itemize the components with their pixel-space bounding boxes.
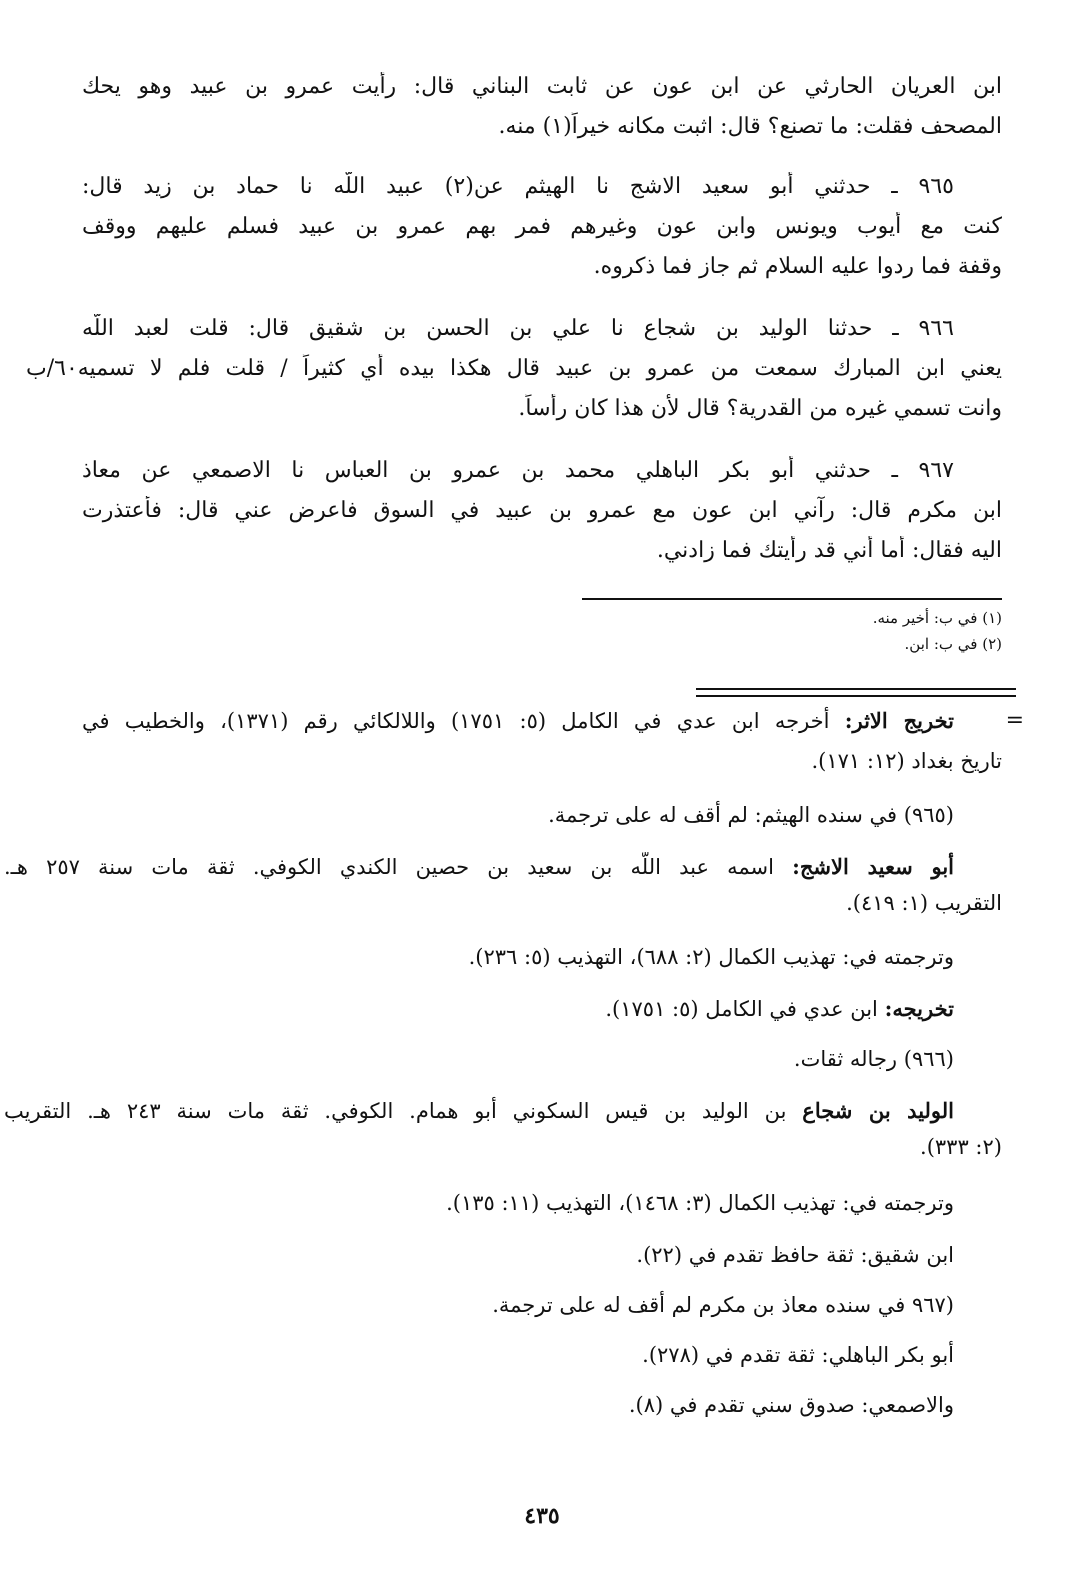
tarjama-1: وترجمته في: تهذيب الكمال (٢: ٦٨٨)، التهذيب (٥: ٢٣٦).	[468, 945, 954, 969]
walid-text: بن الوليد بن قيس السكوني أبو همام. الكوفي. ثقة مات سنة ٢٤٣ هـ. التقريب	[4, 1099, 787, 1123]
abu-said-line-2: التقريب (١: ٤١٩).	[846, 891, 1002, 915]
footnote-1: (١) في ب: أخير منه.	[872, 609, 1002, 627]
main-line-6: ٩٦٦ ـ حدثنا الوليد بن شجاع نا علي بن الحسن بن شقيق قال: قلت لعبد اللّه	[82, 316, 954, 341]
main-line-1: ابن العريان الحارثي عن ابن عون عن ثابت البناني قال: رأيت عمرو بن عبيد وهو يحك	[82, 74, 1002, 99]
main-line-2: المصحف فقلت: ما تصنع؟ قال: اثبت مكانه خيراً(١) منه.	[498, 114, 1002, 139]
abu-said-line-1	[4, 852, 954, 882]
walid-label: الوليد بن شجاع	[802, 1098, 954, 1123]
note-965: (٩٦٥) في سنده الهيثم: لم أقف له على ترجمة.	[548, 803, 954, 827]
takhrijuhu-label: تخريجه:	[884, 996, 954, 1021]
abu-bakr: أبو بكر الباهلي: ثقة تقدم في (٢٧٨).	[642, 1343, 954, 1367]
ibn-shaqiq: ابن شقيق: ثقة حافظ تقدم في (٢٢).	[636, 1243, 954, 1267]
abu-said-text: اسمه عبد اللّه بن سعيد بن حصين الكندي الكوفي. ثقة مات سنة ٢٥٧ هـ.	[4, 855, 774, 879]
takhrij-label: تخريج الاثر:	[844, 708, 954, 733]
takhrij-text: أخرجه ابن عدي في الكامل (٥: ١٧٥١) واللالكائي رقم (١٣٧١)، والخطيب في	[82, 709, 830, 733]
commentary-rule-top	[696, 688, 1016, 690]
main-line-3: ٩٦٥ ـ حدثني أبو سعيد الاشج نا الهيثم عن(٢) عبيد اللّه نا حماد بن زيد قال:	[82, 174, 954, 199]
asmai: والاصمعي: صدوق سني تقدم في (٨).	[628, 1393, 954, 1417]
main-line-9: ٩٦٧ ـ حدثني أبو بكر الباهلي محمد بن عمرو بن العباس نا الاصمعي عن معاذ	[82, 458, 954, 483]
continuation-mark: =	[1005, 708, 1024, 733]
main-line-4: كنت مع أيوب ويونس وابن عون وغيرهم فمر بهم عمرو بن عبيد فسلم عليهم ووقف	[82, 214, 1002, 239]
walid-line-2: (٢: ٣٣٣).	[920, 1135, 1002, 1159]
main-line-11: اليه فقال: أما أني قد رأيتك فما زادني.	[656, 538, 1002, 563]
takhrijuhu-text: ابن عدي في الكامل (٥: ١٧٥١).	[605, 997, 878, 1021]
footnote-2: (٢) في ب: ابن.	[904, 635, 1002, 653]
note-966: (٩٦٦) رجاله ثقات.	[793, 1047, 954, 1071]
note-967: (٩٦٧ في سنده معاذ بن مكرم لم أقف له على ترجمة.	[492, 1293, 954, 1317]
takhrij-line-1	[82, 706, 954, 736]
main-line-10: ابن مكرم قال: رآني ابن عون مع عمرو بن عبيد في السوق فاعرض عني قال: فأعتذرت	[82, 498, 1002, 523]
takhrijuhu-line	[82, 994, 954, 1024]
main-line-5: وقفة فما ردوا عليه السلام ثم جاز فما ذكروه.	[593, 254, 1002, 279]
commentary-rule-bottom	[696, 695, 1016, 697]
walid-line-1	[4, 1096, 954, 1126]
takhrij-line-2: تاريخ بغداد (١٢: ١٧١).	[811, 749, 1002, 773]
main-line-7: يعني ابن المبارك سمعت من عمرو بن عبيد قال هكذا بيده أي كثيراً / قلت فلم لا تسميه٦٠/ب	[26, 356, 1002, 381]
abu-said-label: أبو سعيد الاشج:	[792, 854, 954, 879]
tarjama-2: وترجمته في: تهذيب الكمال (٣: ١٤٦٨)، التهذيب (١١: ١٣٥).	[446, 1191, 954, 1215]
main-line-8: وانت تسمي غيره من القدرية؟ قال لأن هذا كان رأساً.	[518, 396, 1002, 421]
page-number: ٤٣٥	[524, 1503, 560, 1529]
footnote-rule	[582, 598, 1002, 600]
